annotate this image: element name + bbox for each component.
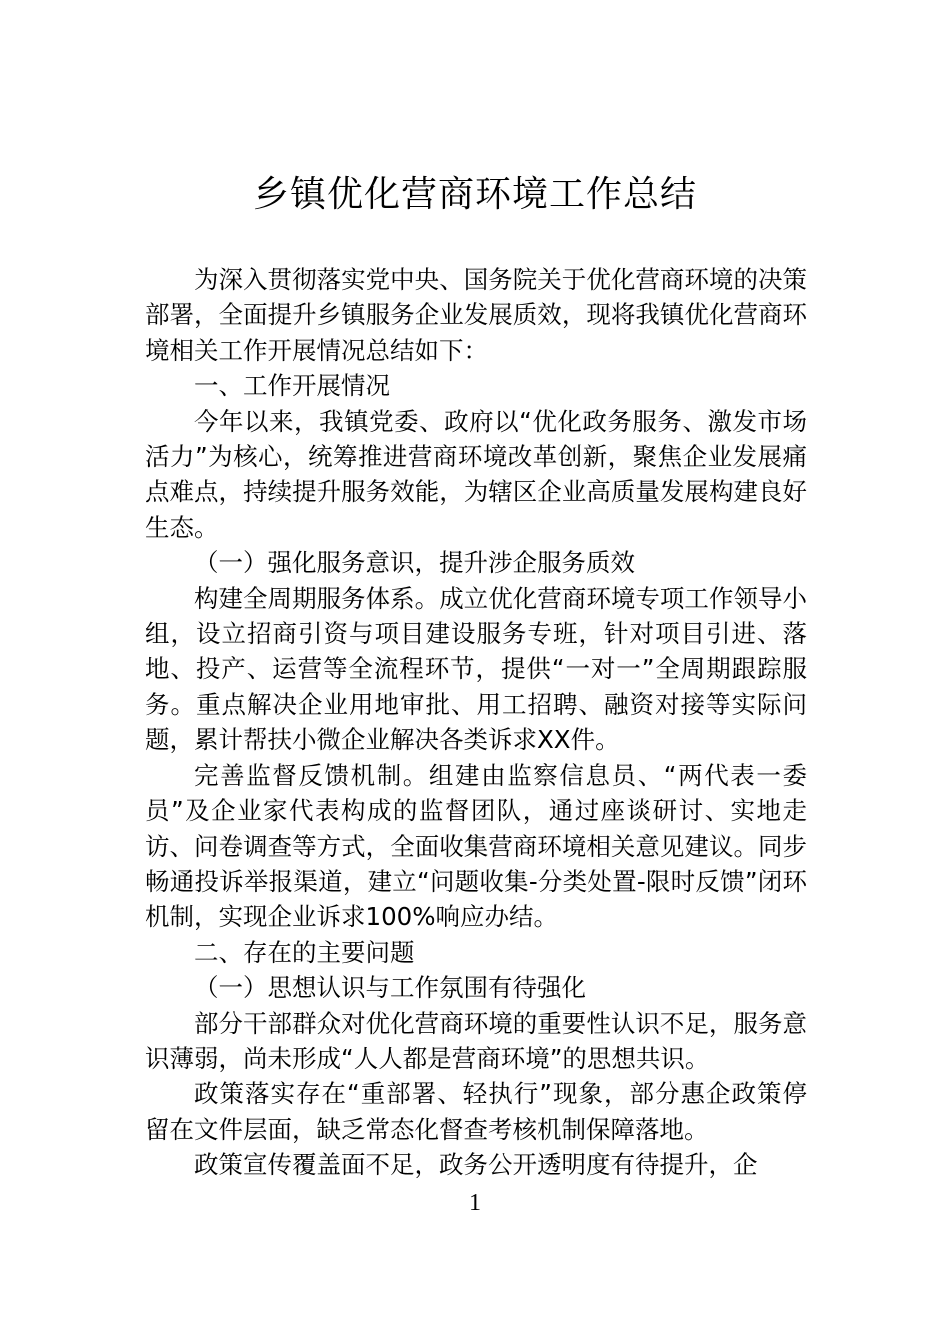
body-paragraph: 政策落实存在“重部署、轻执行”现象，部分惠企政策停留在文件层面，缺乏常态化督查考核机制保障落地。: [145, 1079, 807, 1144]
document-body: [145, 262, 807, 1183]
subsection-heading-1-1: （一）强化服务意识，提升涉企服务质效: [194, 548, 635, 578]
section-heading-1: 一、工作开展情况: [194, 371, 390, 401]
body-paragraph: 部分干部群众对优化营商环境的重要性认识不足，服务意识薄弱，尚未形成“人人都是营商环境”的思想共识。: [145, 1008, 807, 1073]
body-paragraph: 完善监督反馈机制。组建由监察信息员、“两代表一委员”及企业家代表构成的监督团队，通过座谈研讨、实地走访、问卷调查等方式，全面收集营商环境相关意见建议。同步畅通投诉举报渠道，建立“问题收集-分类处置-限时反馈”闭环机制，实现企业诉求100%响应办结。: [145, 760, 807, 932]
document-title: 乡镇优化营商环境工作总结: [252, 174, 697, 215]
body-paragraph: 构建全周期服务体系。成立优化营商环境专项工作领导小组，设立招商引资与项目建设服务专班，针对项目引进、落地、投产、运营等全流程环节，提供“一对一”全周期跟踪服务。重点解决企业用地审批、用工招聘、融资对接等实际问题，累计帮扶小微企业解决各类诉求XX件。: [145, 583, 807, 755]
body-paragraph: 政策宣传覆盖面不足，政务公开透明度有待提升，企: [194, 1150, 758, 1180]
section-heading-2: 二、存在的主要问题: [194, 937, 415, 967]
intro-paragraph: 为深入贯彻落实党中央、国务院关于优化营商环境的决策部署，全面提升乡镇服务企业发展质效，现将我镇优化营商环境相关工作开展情况总结如下：: [145, 265, 807, 365]
page-number: 1: [469, 1190, 481, 1216]
subsection-heading-2-1: （一）思想认识与工作氛围有待强化: [194, 973, 586, 1003]
body-paragraph: 今年以来，我镇党委、政府以“优化政务服务、激发市场活力”为核心，统筹推进营商环境改革创新，聚焦企业发展痛点难点，持续提升服务效能，为辖区企业高质量发展构建良好生态。: [145, 406, 807, 542]
